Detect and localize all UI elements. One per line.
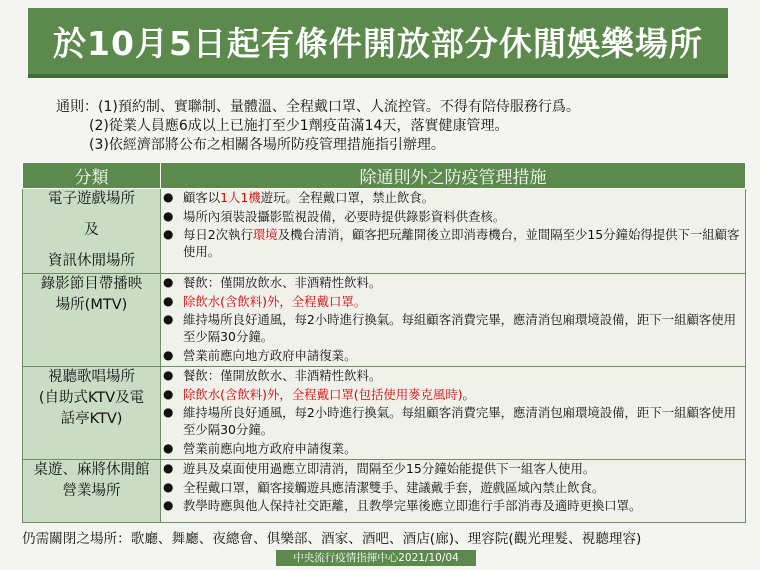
bullet-icon: ● xyxy=(163,498,174,512)
measure-item xyxy=(161,460,745,477)
measure-text: 餐飲：僅開放飲水、非酒精性飲料。 xyxy=(183,368,382,383)
measure-list xyxy=(161,367,745,457)
measures-cell xyxy=(161,189,746,274)
measure-item xyxy=(161,311,745,345)
footer-source: 中央流行疫情指揮中心2021/10/04 xyxy=(276,550,476,566)
measures-cell xyxy=(161,274,746,367)
measure-text: 遊玩。全程戴口罩，禁止飲食。 xyxy=(260,190,435,205)
measure-item xyxy=(161,189,745,206)
measure-item xyxy=(161,226,745,260)
measure-list xyxy=(161,189,745,260)
general-rule-1: 通則：(1)預約制、實聯制、量體溫、全程戴口罩、人流控管。不得有陪侍服務行爲。 xyxy=(56,99,580,115)
category-cell: 錄影節目帶播映 場所(MTV) xyxy=(23,274,161,367)
bullet-icon: ● xyxy=(163,461,174,475)
measure-item xyxy=(161,479,745,496)
measure-list xyxy=(161,460,745,514)
table-row xyxy=(23,460,746,523)
table-row xyxy=(23,189,746,274)
general-rules xyxy=(56,98,746,155)
measure-list xyxy=(161,274,745,364)
measure-text: 維持場所良好通風，每2小時進行換氣。每組顧客消費完畢，應清消包廂環境設備，距下一組顧客使用至少隔30分鐘。 xyxy=(183,312,737,344)
general-rule-3: (3)依經濟部將公布之相關各場所防疫管理措施指引辦理。 xyxy=(89,137,445,153)
measure-item xyxy=(161,293,745,310)
bullet-icon: ● xyxy=(163,312,174,326)
page-title: 於10月5日起有條件開放部分休閒娛樂場所 xyxy=(53,23,703,63)
highlight-text: 1人1機 xyxy=(220,190,261,205)
category-cell: 電子遊戲場所 及 資訊休閒場所 xyxy=(23,189,161,274)
bullet-icon: ● xyxy=(163,386,174,401)
measure-text: 顧客以 xyxy=(183,190,221,205)
header-category: 分類 xyxy=(23,163,161,189)
measure-item xyxy=(161,274,745,291)
measure-item xyxy=(161,386,745,403)
measure-text: 維持場所良好通風，每2小時進行換氣。每組顧客消費完畢，應清消包廂環境設備，距下一組顧客使用至少隔30分鐘。 xyxy=(183,405,737,437)
bullet-icon: ● xyxy=(163,347,174,362)
bullet-icon: ● xyxy=(163,479,174,494)
measure-item xyxy=(161,347,745,364)
measure-text: 及機台清消，顧客把玩離開後立即消毒機台，並間隔至少15分鐘始得提供下一組顧客使用。 xyxy=(183,227,740,259)
general-rules-label: 通則： xyxy=(56,99,98,115)
bullet-icon: ● xyxy=(163,190,174,204)
general-rule-2: (2)從業人員應6成以上已施打至少1劑疫苗滿14天，落實健康管理。 xyxy=(89,118,509,134)
bullet-icon: ● xyxy=(163,208,174,223)
table-row xyxy=(23,367,746,460)
measure-item xyxy=(161,440,745,457)
still-closed-venues: 仍需關閉之場所：歌廳、舞廳、夜總會、俱樂部、酒家、酒吧、酒店(廊)、理容院(觀光理髮、視聽理容) xyxy=(22,531,642,547)
measure-item xyxy=(161,497,745,514)
measure-item xyxy=(161,367,745,384)
measure-text: 場所內須裝設攝影監視設備，必要時提供錄影資料供查核。 xyxy=(183,208,506,224)
measure-item xyxy=(161,208,745,225)
measures-table xyxy=(22,162,746,523)
title-banner xyxy=(28,8,728,78)
table-row xyxy=(23,274,746,367)
bullet-icon: ● xyxy=(163,440,174,455)
measure-text: 每日2次執行 xyxy=(183,227,253,242)
measures-cell xyxy=(161,460,746,523)
measure-item xyxy=(161,404,745,438)
highlight-text: 除飲水(含飲料)外，全程戴口罩(包括使用麥克風時) xyxy=(183,386,463,402)
measures-cell xyxy=(161,367,746,460)
measure-text: 營業前應向地方政府申請復業。 xyxy=(183,440,357,456)
bullet-icon: ● xyxy=(163,405,174,419)
header-measures: 除通則外之防疫管理措施 xyxy=(161,163,746,189)
measure-text: 教學時應與他人保持社交距離，且教學完畢後應立即進行手部消毒及適時更換口罩。 xyxy=(183,498,642,513)
measure-text: 全程戴口罩，顧客接觸遊具應清潔雙手、建議戴手套，遊戲區域內禁止飲食。 xyxy=(183,479,605,495)
measure-text: 營業前應向地方政府申請復業。 xyxy=(183,347,357,363)
measure-text: 遊具及桌面使用過應立即清消，間隔至少15分鐘始能提供下一組客人使用。 xyxy=(183,461,596,476)
category-cell: 桌遊、麻將休閒館 營業場所 xyxy=(23,460,161,523)
highlight-text: 除飲水(含飲料)外，全程戴口罩。 xyxy=(183,293,367,309)
highlight-text: 環境 xyxy=(252,227,278,242)
table-header-row xyxy=(23,163,746,189)
measure-text: 餐飲：僅開放飲水、非酒精性飲料。 xyxy=(183,275,382,290)
category-cell: 視聽歌唱場所 (自助式KTV及電 話亭KTV) xyxy=(23,367,161,460)
bullet-icon: ● xyxy=(163,293,174,308)
bullet-icon: ● xyxy=(163,227,174,241)
bullet-icon: ● xyxy=(163,368,174,382)
measure-text: 。 xyxy=(462,386,475,402)
bullet-icon: ● xyxy=(163,275,174,289)
